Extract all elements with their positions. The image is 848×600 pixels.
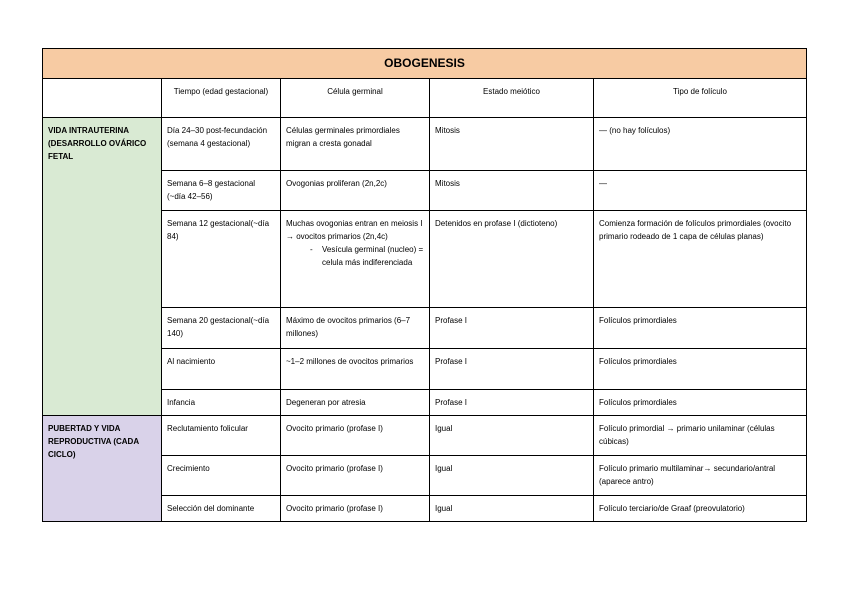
celula-sublist (286, 243, 424, 269)
cell-tiempo: Día 24–30 post-fecundación (semana 4 gestacional) (162, 118, 281, 171)
cell-celula-text: Muchas ovogonias entran en meiosis I → ovocitos primarios (2n,4c) (286, 219, 423, 241)
table-title: OBOGENESIS (43, 49, 807, 79)
cell-estado: Igual (430, 416, 594, 456)
cell-estado: Igual (430, 456, 594, 496)
cell-estado: Profase I (430, 390, 594, 416)
cell-estado: Profase I (430, 308, 594, 349)
cell-celula: Máximo de ovocitos primarios (6–7 millones) (281, 308, 430, 349)
cell-foliculo: Folículos primordiales (594, 390, 807, 416)
cell-foliculo: Folículos primordiales (594, 308, 807, 349)
cell-foliculo: Folículo primario multilaminar→ secundario/antral (aparece antro) (594, 456, 807, 496)
header-estado: Estado meiótico (430, 79, 594, 118)
header-foliculo: Tipo de folículo (594, 79, 807, 118)
header-empty (43, 79, 162, 118)
cell-celula: Degeneran por atresia (281, 390, 430, 416)
cell-tiempo: Crecimiento (162, 456, 281, 496)
cell-tiempo: Semana 12 gestacional(~día 84) (162, 211, 281, 308)
cell-tiempo: Semana 6–8 gestacional (~día 42–56) (162, 171, 281, 211)
cell-estado: Mitosis (430, 171, 594, 211)
header-tiempo: Tiempo (edad gestacional) (162, 79, 281, 118)
stage-pubertad: PUBERTAD Y VIDA REPRODUCTIVA (CADA CICLO) (43, 416, 162, 522)
cell-foliculo: Folículo primordial → primario unilaminar (células cúbicas) (594, 416, 807, 456)
header-celula: Célula germinal (281, 79, 430, 118)
cell-estado: Mitosis (430, 118, 594, 171)
cell-foliculo: — (no hay folículos) (594, 118, 807, 171)
cell-estado: Profase I (430, 349, 594, 390)
cell-estado: Detenidos en profase I (dictioteno) (430, 211, 594, 308)
cell-tiempo: Selección del dominante (162, 496, 281, 522)
celula-subitem: - Vesícula germinal (nucleo) = celula más indiferenciada (310, 243, 424, 269)
cell-celula: Ovogonias proliferan (2n,2c) (281, 171, 430, 211)
cell-celula: Ovocito primario (profase I) (281, 416, 430, 456)
cell-tiempo: Reclutamiento folicular (162, 416, 281, 456)
cell-foliculo: Comienza formación de folículos primordiales (ovocito primario rodeado de 1 capa de células planas) (594, 211, 807, 308)
cell-foliculo: Folículos primordiales (594, 349, 807, 390)
obogenesis-table (42, 48, 807, 522)
table-row (43, 416, 807, 456)
stage-intrauterina: VIDA INTRAUTERINA (DESARROLLO OVÁRICO FETAL (43, 118, 162, 416)
cell-foliculo: Folículo terciario/de Graaf (preovulatorio) (594, 496, 807, 522)
cell-estado: Igual (430, 496, 594, 522)
cell-celula: Células germinales primordiales migran a cresta gonadal (281, 118, 430, 171)
cell-foliculo: — (594, 171, 807, 211)
table-row (43, 118, 807, 171)
cell-celula (281, 211, 430, 308)
cell-celula: Ovocito primario (profase I) (281, 496, 430, 522)
cell-tiempo: Al nacimiento (162, 349, 281, 390)
cell-celula: Ovocito primario (profase I) (281, 456, 430, 496)
cell-celula: ~1–2 millones de ovocitos primarios (281, 349, 430, 390)
cell-tiempo: Semana 20 gestacional(~día 140) (162, 308, 281, 349)
cell-tiempo: Infancia (162, 390, 281, 416)
